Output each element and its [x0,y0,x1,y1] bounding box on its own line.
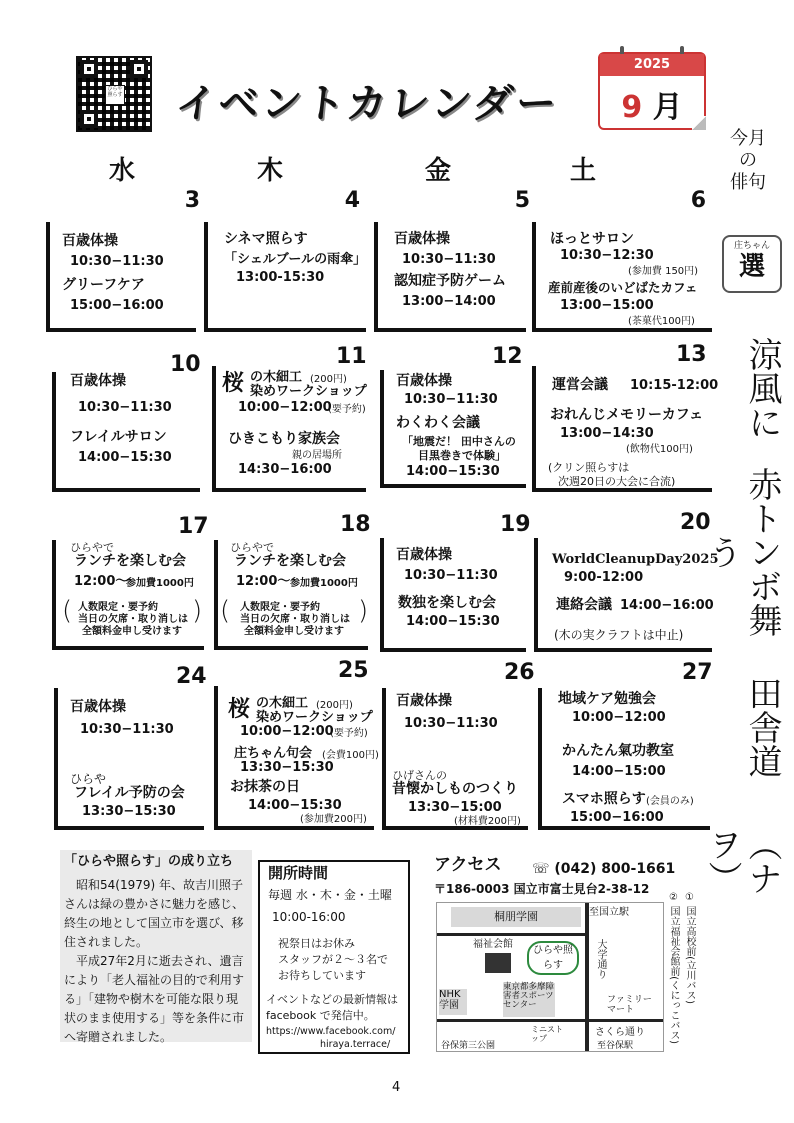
day-number: 5 [514,188,530,213]
event-fee: 参加費1000円 [290,578,358,589]
qr-finder [80,110,98,128]
event-note: 人数限定・要予約 [240,602,320,613]
map-hiraya: ひらや照らす [527,941,579,975]
badge-small-text: 庄ちゃん [733,241,770,251]
event-title: 庄ちゃん句会 [234,746,313,761]
event-time: 14:00−15:30 [406,464,500,479]
bracket-left: ( [220,596,231,626]
event-fee: (材料費200円) [454,816,521,827]
event-time: 10:00−12:00 [572,710,666,725]
event-fee: (会費100円) [322,750,379,761]
event-title: お抹茶の日 [230,779,300,795]
event-title: 地域ケア勉強会 [558,691,656,707]
day-number: 19 [500,512,531,537]
day-number: 3 [184,188,200,213]
event-title-mark: 桜 [228,697,251,722]
event-cell-25 [214,686,379,830]
hours-panel [258,860,410,1054]
day-number: 27 [682,660,713,685]
weekday-wed: 水 [108,156,135,186]
access-map[interactable] [436,902,664,1052]
weekday-thu: 木 [256,156,283,186]
event-cell-13 [532,366,719,492]
event-cell-20 [534,538,719,652]
event-time: 13:00−14:00 [402,294,496,309]
event-title: ほっとサロン [550,231,634,247]
event-cell-6 [532,222,712,332]
map-road [437,933,585,936]
day-number: 18 [340,512,371,537]
event-note: 全額料金申し受けます [244,626,344,637]
event-subtitle: 親の居場所 [292,450,342,461]
origin-panel [60,850,252,1042]
event-fee: 参加費1000円 [126,578,194,589]
day-number: 6 [690,188,706,213]
origin-paragraph: 昭和54(1979) 年、故吉川照子さんは緑の豊かさに魅力を感じ、終生の地として国立市を選び、移住されました。 [64,878,245,949]
event-time: 10:00−12:00 [238,400,332,415]
haiku-line-1: 涼風に [742,337,782,439]
map-road [585,903,589,1051]
event-title: 百歳体操 [62,233,118,249]
haiku-line-3: 田舎道 [742,676,782,778]
event-cell-4 [204,222,366,332]
haiku-line-2: 赤トンボ舞う [702,467,782,637]
event-note: (会員のみ) [646,796,694,807]
event-time: 10:00−12:00 [240,724,334,739]
event-note: 人数限定・要予約 [78,602,158,613]
event-cell-10 [52,372,200,492]
event-title: シネマ照らす [224,231,308,247]
map-station: 至国立駅 [589,907,629,918]
event-fee: (茶菓代100円) [628,316,695,327]
map-building [485,953,511,973]
event-time: 10:30−11:30 [404,716,498,731]
address: 〒186-0003 国立市富士見台2-38-12 [434,882,650,896]
event-note: (要予約) [330,728,368,739]
event-time: 10:30−12:30 [560,248,654,263]
phone-text: (042) 800-1661 [554,861,676,877]
event-title: の木細工 [250,370,303,385]
bracket-right: ) [358,596,369,626]
event-cell-24 [54,688,204,830]
event-title: 百歳体操 [396,693,452,709]
bus-stop-1: ① 国立高校前(立川バス) [684,892,695,1004]
event-title: かんたん氣功教室 [562,743,674,759]
event-cell-18 [214,540,368,650]
map-road [437,1019,663,1022]
day-number: 24 [176,664,207,689]
event-title: ランチを楽しむ会 [74,553,186,569]
day-number: 12 [492,344,523,369]
event-title: フレイル予防の会 [74,785,185,801]
event-title: WorldCleanupDay2025 [552,552,719,567]
event-time: 14:00−16:00 [620,598,714,613]
event-title: 認知症予防ゲーム [394,273,506,289]
event-title: 百歳体操 [394,231,450,247]
event-time: 13:30−15:30 [82,804,176,819]
day-number: 26 [504,660,535,685]
event-title: グリーフケア [62,277,145,293]
event-subtitle: ひげさんの [392,769,447,782]
hours-info: イベントなどの最新情報は [266,993,398,1006]
qr-finder [80,60,98,78]
event-time: 13:00−15:00 [560,298,654,313]
haiku-heading [718,128,778,194]
qr-finder [130,60,148,78]
facebook-link[interactable]: https://www.facebook.com/ [266,1026,396,1037]
event-time: 12:00〜 [74,574,129,589]
page-number: 4 [392,1080,401,1095]
hours-info: facebook で発信中。 [266,1009,375,1022]
haiku-heading-line: の [739,150,757,171]
event-note: 当日の欠席・取り消しは [78,614,188,625]
phone-number[interactable]: ☏ (042) 800-1661 [532,861,676,877]
event-title: 百歳体操 [70,373,126,389]
event-cell-26 [382,688,528,830]
event-time: 15:00−16:00 [570,810,664,825]
calendar-badge [598,52,706,130]
map-yaho: 至谷保駅 [597,1041,634,1051]
event-cell-12 [380,370,526,488]
event-cell-19 [380,538,526,652]
map-ministop: ミニストップ [531,1025,563,1043]
origin-title: 「ひらや照らす」の成り立ち [64,854,234,869]
facebook-link[interactable]: hiraya.terrace/ [320,1039,391,1050]
haiku-author: （ナヲ） [702,827,782,895]
qr-code[interactable] [76,56,152,132]
event-title: おれんじメモリーカフェ [550,407,704,423]
bracket-left: ( [62,596,73,626]
event-title: 連絡会議 [556,597,612,613]
map-school: 桐朋学園 [451,907,581,927]
event-time: 13:00−14:30 [560,426,654,441]
event-time: 14:30−16:00 [238,462,332,477]
event-note: (クリン照らすは [548,461,630,474]
event-time: 10:30−11:30 [404,568,498,583]
map-sports-center: 東京都多摩障害者スポーツセンター [503,983,555,1017]
day-number: 13 [676,342,707,367]
event-fee: (参加費 150円) [628,266,699,277]
event-title-mark: 桜 [222,371,245,396]
event-title: 百歳体操 [396,547,452,563]
day-number: 25 [338,658,369,683]
event-note: 全額料金申し受けます [82,626,182,637]
event-title: 産前産後のいどばたカフェ [548,280,698,295]
event-title: 数独を楽しむ会 [398,595,496,611]
badge-big-text: 選 [738,252,765,282]
event-title: 百歳体操 [396,373,452,389]
event-time: 9:00-12:00 [564,570,644,585]
month-unit: 月 [652,90,683,125]
event-note: (木の実クラフトは中止) [554,628,684,642]
event-title: スマホ照らす [562,791,646,807]
map-mart: ファミリーマート [607,995,652,1015]
event-note: (要予約) [328,404,366,415]
event-subtitle: ひらや [70,772,107,786]
year-label: 2025 [600,54,704,76]
weekday-sat: 土 [569,156,596,186]
event-time: 12:00〜 [236,574,291,589]
event-time: 10:15-12:00 [630,378,719,393]
event-title: 百歳体操 [70,699,126,715]
hours-title: 開所時間 [268,864,329,882]
map-nhk: NHK学園 [439,989,467,1015]
event-title: 染めワークショップ [250,384,367,399]
event-cell-11 [212,366,366,492]
bus-stop-2: ② 国立福祉会館前(くにっこバス) [668,892,679,1044]
hours-time: 10:00-16:00 [272,910,346,924]
event-subtitle: 「シェルブールの雨傘」 [224,252,367,267]
haiku-selector-badge [722,235,782,293]
access-title: アクセス [434,855,502,875]
hours-note: スタッフが２〜３名で [278,953,388,966]
event-fee: (参加費200円) [300,814,367,825]
page-title: イベントカレンダー [173,81,562,127]
event-subtitle: 目黒巻きで体験」 [418,449,506,462]
event-fee: (200円) [310,374,347,385]
event-cell-5 [374,222,526,332]
hours-days: 毎週 水・木・金・土曜 [268,888,392,902]
event-note: 当日の欠席・取り消しは [240,614,350,625]
haiku-heading-line: 俳句 [730,172,766,193]
event-fee: (飲物代100円) [626,444,693,455]
event-time: 10:30−11:30 [80,722,174,737]
event-time: 13:30−15:00 [408,800,502,815]
event-time: 13:00-15:30 [236,270,325,285]
map-welfare: 福祉会館 [473,939,513,950]
map-street: 大学通り [595,939,606,979]
event-time: 14:00−15:30 [78,450,172,465]
origin-paragraph: 平成27年2月に逝去され、遺言により「老人福祉の目的で利用する」「建物や樹木を可能な限り現状のまま使用する」等を条件に市へ寄贈されました。 [64,954,245,1044]
event-title: ランチを楽しむ会 [234,553,346,569]
page-curl-icon [692,116,706,130]
event-title: 運営会議 [552,377,608,393]
weekday-fri: 金 [424,156,451,186]
event-cell-17 [52,540,204,650]
day-number: 20 [680,510,711,535]
event-fee: (200円) [316,700,353,711]
event-time: 14:00−15:30 [406,614,500,629]
event-time: 10:30−11:30 [404,392,498,407]
hours-note: 祝祭日はお休み [278,937,355,950]
event-cell-27 [538,688,710,830]
event-cell-3 [46,222,196,332]
event-title: 昔懐かしものつくり [392,781,518,797]
event-time: 13:30−15:30 [240,760,334,775]
qr-label: ひらや照らす [105,85,125,105]
day-number: 11 [336,344,367,369]
event-subtitle: ひらやで [70,541,114,554]
event-time: 10:30−11:30 [402,252,496,267]
map-sakura: さくら通り [595,1027,645,1038]
map-park: 谷保第三公園 [441,1041,496,1051]
event-time: 10:30−11:30 [78,400,172,415]
event-title: の木細工 [256,696,309,711]
event-time: 10:30−11:30 [70,254,164,269]
day-number: 17 [178,514,209,539]
bracket-right: ) [192,596,203,626]
event-title: ひきこもり家族会 [228,431,340,447]
day-number: 4 [344,188,360,213]
event-subtitle: 「地震だ！ 田中さんの [402,435,516,448]
event-time: 15:00−16:00 [70,298,164,313]
event-note: 次週20日の大会に合流) [558,475,676,488]
event-time: 14:00−15:30 [248,798,342,813]
event-title: 染めワークショップ [256,710,373,725]
event-time: 14:00−15:00 [572,764,666,779]
month-number: 9 [621,90,643,125]
event-subtitle: ひらやで [230,541,274,554]
event-title: わくわく会議 [396,415,480,431]
hours-note: お待ちしています [278,969,366,982]
day-number: 10 [170,352,201,377]
haiku-heading-line: 今月 [730,128,766,149]
event-title: フレイルサロン [70,429,167,445]
